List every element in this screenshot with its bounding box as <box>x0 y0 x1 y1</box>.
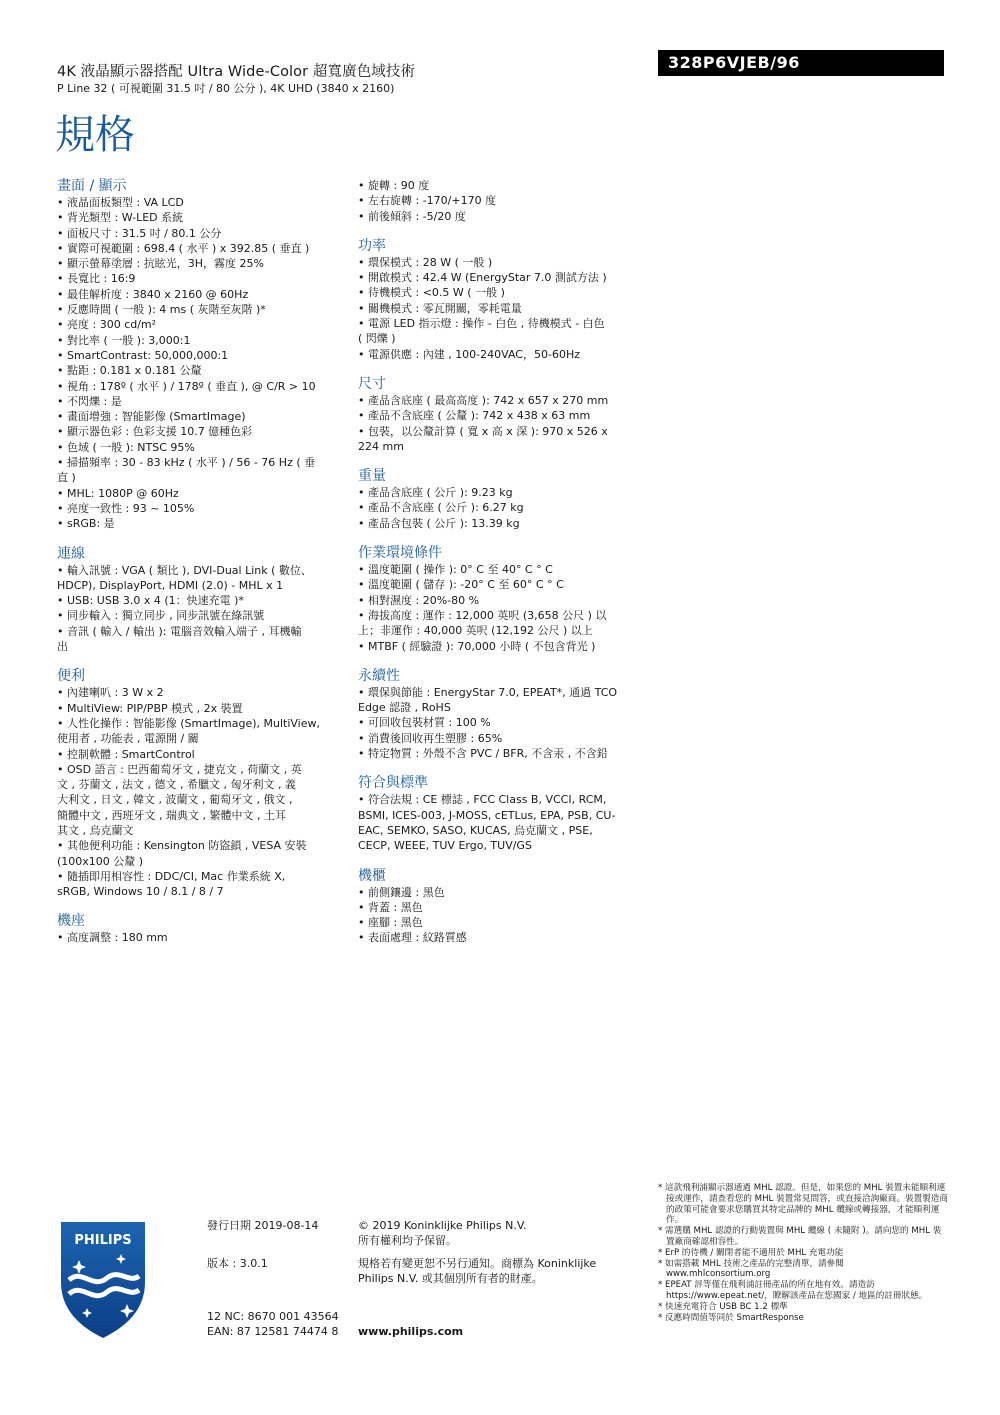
spec-column-right <box>358 178 648 960</box>
section-title: 作業環境條件 <box>358 545 442 562</box>
spec-section <box>358 238 648 362</box>
spec-item: • 產品含包裝 ( 公斤 ): 13.39 kg <box>358 516 648 531</box>
spec-item-continued: 簡體中文 , 西班牙文 , 瑞典文 , 繁體中文 , 土耳 <box>57 808 286 822</box>
spec-item: • 內建喇叭 : 3 W x 2 <box>57 685 347 700</box>
spec-list <box>358 485 648 531</box>
spec-item: • 溫度範圍 ( 操作 ): 0° C 至 40° C ° C <box>358 562 648 577</box>
section-title: 功率 <box>358 237 386 254</box>
page-title: 規格 <box>55 112 135 158</box>
spec-item: • 亮度 : 300 cd/m² <box>57 317 347 332</box>
spec-item: • 背蓋 : 黑色 <box>358 900 648 915</box>
spec-section <box>358 468 648 531</box>
spec-item: • 可回收包裝材質 : 100 % <box>358 715 648 730</box>
spec-item: • 同步輸入 : 獨立同步 , 同步訊號在綠訊號 <box>57 608 347 623</box>
spec-item-continued: BSMI, ICES-003, J-MOSS, cETLus, EPA, PSB, CU- <box>358 808 616 822</box>
model-number: 328P6VJEB/96 <box>658 50 944 76</box>
spec-list <box>358 562 648 654</box>
footnote: * 反應時間值等同於 SmartResponse <box>658 1312 804 1323</box>
footnote: * EPEAT 評等僅在飛利浦註冊產品的所在地有效。請造訪 https://www.epeat.net/，瞭解該產品在您國家 / 地區的註冊狀態。 <box>658 1280 928 1301</box>
product-subtitle: P Line 32 ( 可視範圍 31.5 吋 / 80 公分 ), 4K UHD (3840 x 2160) <box>57 82 395 95</box>
spec-item: • 最佳解析度 : 3840 x 2160 @ 60Hz <box>57 287 347 302</box>
spec-section <box>358 545 648 654</box>
spec-item: • 溫度範圍 ( 儲存 ): -20° C 至 60° C ° C <box>358 577 648 592</box>
footnote: * 這款飛利浦顯示器通過 MHL 認證。但是，如果您的 MHL 裝置未能順利連接或運作，請查看您的 MHL 裝置常見問答，或直接洽詢廠商。裝置製造商的政策可能會要求您購買其特定品牌的 MHL 纜線或轉接器，才能順利運作。 <box>658 1183 948 1226</box>
spec-item-continued: ( 閃爍 ) <box>358 332 396 346</box>
spec-item: • 高度調整 : 180 mm <box>57 930 347 945</box>
spec-item: • 左右旋轉 : -170/+170 度 <box>358 193 648 208</box>
spec-item: • 消費後回收再生塑膠 : 65% <box>358 731 648 746</box>
spec-item: • 畫面增強 : 智能影像 (SmartImage) <box>57 409 347 424</box>
spec-item: • 環保與節能 : EnergyStar 7.0, EPEAT*, 通過 TCO <box>358 685 648 700</box>
spec-list <box>57 195 347 532</box>
spec-item-continued: sRGB, Windows 10 / 8.1 / 8 / 7 <box>57 885 224 899</box>
spec-list <box>358 178 648 224</box>
spec-item: • 不閃爍 : 是 <box>57 394 347 409</box>
spec-list <box>358 393 648 454</box>
spec-item: • 待機模式 : <0.5 W ( 一般 ) <box>358 285 648 300</box>
spec-item: • MTBF ( 經驗證 ): 70,000 小時 ( 不包含背光 ) <box>358 639 648 654</box>
spec-item: • 液晶面板類型 : VA LCD <box>57 195 347 210</box>
spec-item: • 相對濕度 : 20%-80 % <box>358 593 648 608</box>
issue-date: 發行日期 2019-08-14 <box>207 1219 319 1232</box>
spec-item-continued: (100x100 公釐 ) <box>57 854 144 868</box>
spec-item: • 亮度一致性 : 93 ~ 105% <box>57 501 347 516</box>
spec-list <box>358 255 648 362</box>
spec-item: • 特定物質 : 外殼不含 PVC / BFR, 不含汞 , 不含鉛 <box>358 746 648 761</box>
spec-item: • 音訊 ( 輸入 / 輸出 ): 電腦音效輸入端子 , 耳機輸 <box>57 624 347 639</box>
section-title: 機櫃 <box>358 867 386 884</box>
spec-section <box>358 178 648 224</box>
spec-item: • OSD 語言 : 巴西葡萄牙文 , 捷克文 , 荷蘭文 , 英 <box>57 762 347 777</box>
footnote: * ErP 的待機 / 關閉者能不適用於 MHL 充電功能 <box>658 1247 844 1258</box>
spec-item: • 人性化操作 : 智能影像 (SmartImage), MultiView, <box>57 716 347 731</box>
spec-item: • 前後傾斜 : -5/20 度 <box>358 209 648 224</box>
section-title: 尺寸 <box>358 375 386 392</box>
spec-item: • 掃描頻率 : 30 - 83 kHz ( 水平 ) / 56 - 76 Hz ( 垂 <box>57 455 347 470</box>
section-title: 符合與標準 <box>358 775 428 792</box>
spec-item-continued: EAC, SEMKO, SASO, KUCAS, 烏克蘭文 , PSE, <box>358 823 593 837</box>
spec-list <box>57 930 347 945</box>
spec-section <box>358 668 648 761</box>
website-link[interactable]: www.philips.com <box>358 1325 464 1338</box>
spec-item: • 關機模式 : 零瓦開關，零耗電量 <box>358 301 648 316</box>
section-title: 畫面 / 顯示 <box>57 178 127 194</box>
spec-item: • 座腳 : 黑色 <box>358 915 648 930</box>
spec-item: • 包裝，以公釐計算 ( 寬 x 高 x 深 ): 970 x 526 x <box>358 424 648 439</box>
spec-item: • 產品含底座 ( 最高高度 ): 742 x 657 x 270 mm <box>358 393 648 408</box>
section-title: 連線 <box>57 545 85 562</box>
spec-item: • 產品含底座 ( 公斤 ): 9.23 kg <box>358 485 648 500</box>
footnotes <box>658 1183 948 1323</box>
spec-section <box>57 913 347 945</box>
spec-item-continued: 使用者 , 功能表 , 電源開 / 關 <box>57 732 199 746</box>
spec-item: • 反應時間 ( 一般 ): 4 ms ( 灰階至灰階 )* <box>57 302 347 317</box>
spec-column-left <box>57 178 347 960</box>
spec-list <box>358 792 648 853</box>
ean-code: EAN: 87 12581 74474 8 <box>207 1325 339 1338</box>
spec-section <box>358 376 648 454</box>
rights-line-2: Philips N.V. 或其個別所有者的財產。 <box>358 1272 543 1285</box>
spec-item-continued: 其文 , 烏克蘭文 <box>57 823 134 837</box>
spec-item-continued: CECP, WEEE, TUV Ergo, TUV/GS <box>358 839 532 853</box>
spec-item: • sRGB: 是 <box>57 516 347 531</box>
spec-section <box>57 546 347 655</box>
spec-item: • 顯示螢幕塗層 : 抗眩光，3H，霧度 25% <box>57 256 347 271</box>
spec-item: • 面板尺寸 : 31.5 吋 / 80.1 公分 <box>57 226 347 241</box>
spec-item: • 旋轉 : 90 度 <box>358 178 648 193</box>
spec-item: • 符合法規 : CE 標誌 , FCC Class B, VCCI, RCM, <box>358 792 648 807</box>
footnote: * 快速充電符合 USB BC 1.2 標準 <box>658 1301 788 1312</box>
spec-item: • 對比率 ( 一般 ): 3,000:1 <box>57 333 347 348</box>
spec-item: • 點距 : 0.181 x 0.181 公釐 <box>57 363 347 378</box>
spec-item: • 表面處理 : 紋路質感 <box>358 930 648 945</box>
philips-wordmark: PHILIPS <box>74 1233 132 1248</box>
spec-list <box>57 563 347 655</box>
spec-item-continued: 大利文 , 日文 , 韓文 , 波蘭文 , 葡萄牙文 , 俄文 , <box>57 793 293 807</box>
spec-item: • 控制軟體 : SmartControl <box>57 747 347 762</box>
spec-item: • 實際可視範圍 : 698.4 ( 水平 ) x 392.85 ( 垂直 ) <box>57 241 347 256</box>
spec-item: • 海拔高度 : 運作 : 12,000 英呎 (3,658 公尺 ) 以 <box>358 608 648 623</box>
spec-item: • 其他便利功能 : Kensington 防盜鎖 , VESA 安裝 <box>57 838 347 853</box>
spec-item: • 環保模式 : 28 W ( 一般 ) <box>358 255 648 270</box>
spec-item: • 隨插即用相容性 : DDC/CI, Mac 作業系統 X, <box>57 869 347 884</box>
spec-item-continued: HDCP), DisplayPort, HDMI (2.0) - MHL x 1 <box>57 578 284 592</box>
section-title: 機座 <box>57 913 85 930</box>
spec-item-continued: Edge 認證 , RoHS <box>358 701 451 715</box>
philips-shield-logo <box>57 1220 149 1340</box>
spec-item: • 背光類型 : W-LED 系統 <box>57 210 347 225</box>
section-title: 永續性 <box>358 667 400 684</box>
spec-item: • 長寬比 : 16:9 <box>57 271 347 286</box>
spec-list <box>358 885 648 946</box>
footnote: * 如需搭載 MHL 技術之產品的完整清單，請參閱 www.mhlconsortium.org <box>658 1258 844 1280</box>
product-title: 4K 液晶顯示器搭配 Ultra Wide-Color 超寬廣色域技術 <box>57 64 416 80</box>
spec-item: • SmartContrast: 50,000,000:1 <box>57 348 347 363</box>
spec-item: • 開啟模式 : 42.4 W (EnergyStar 7.0 測試方法 ) <box>358 270 648 285</box>
spec-item: • USB: USB 3.0 x 4 (1：快速充電 )* <box>57 593 347 608</box>
spec-item: • 電源 LED 指示燈 : 操作 - 白色 , 待機模式 - 白色 <box>358 316 648 331</box>
spec-item: • 輸入訊號 : VGA ( 類比 ), DVI-Dual Link ( 數位、 <box>57 563 347 578</box>
section-title: 重量 <box>358 468 386 485</box>
spec-item: • 產品不含底座 ( 公斤 ): 6.27 kg <box>358 500 648 515</box>
copyright-line-2: 所有權利均予保留。 <box>358 1234 457 1247</box>
spec-item-continued: 直 ) <box>57 471 76 485</box>
spec-item: • MultiView: PIP/PBP 模式 , 2x 裝置 <box>57 701 347 716</box>
spec-item: • 產品不含底座 ( 公釐 ): 742 x 438 x 63 mm <box>358 408 648 423</box>
spec-item-continued: 文 , 芬蘭文 , 法文 , 德文 , 希臘文 , 匈牙利文 , 義 <box>57 778 296 792</box>
section-title: 便利 <box>57 668 85 685</box>
spec-item-continued: 224 mm <box>358 439 404 453</box>
spec-item: • 電源供應 : 內建 , 100-240VAC，50-60Hz <box>358 347 648 362</box>
spec-list <box>358 685 648 761</box>
version: 版本 : 3.0.1 <box>207 1257 268 1270</box>
spec-item: • 視角 : 178º ( 水平 ) / 178º ( 垂直 ), @ C/R > 10 <box>57 379 347 394</box>
twelve-nc: 12 NC: 8670 001 43564 <box>207 1310 339 1323</box>
spec-item-continued: 上；非運作 : 40,000 英呎 (12,192 公尺 ) 以上 <box>358 624 593 638</box>
copyright-line-1: © 2019 Koninklijke Philips N.V. <box>358 1219 527 1232</box>
spec-section <box>57 178 347 532</box>
footnote: * 需選購 MHL 認證的行動裝置與 MHL 纜線 ( 未隨附 )。請向您的 MHL 裝置廠商確認相容性。 <box>658 1226 942 1247</box>
spec-item: • 前側鑲邊 : 黑色 <box>358 885 648 900</box>
spec-section <box>57 668 347 899</box>
spec-item: • 色域 ( 一般 ): NTSC 95% <box>57 440 347 455</box>
spec-section <box>358 868 648 946</box>
spec-list <box>57 685 347 899</box>
rights-line-1: 規格若有變更恕不另行通知。商標為 Koninklijke <box>358 1257 597 1270</box>
spec-item: • 顯示器色彩 : 色彩支援 10.7 億種色彩 <box>57 424 347 439</box>
spec-item-continued: 出 <box>57 640 68 654</box>
spec-section <box>358 775 648 853</box>
spec-item: • MHL: 1080P @ 60Hz <box>57 486 347 501</box>
